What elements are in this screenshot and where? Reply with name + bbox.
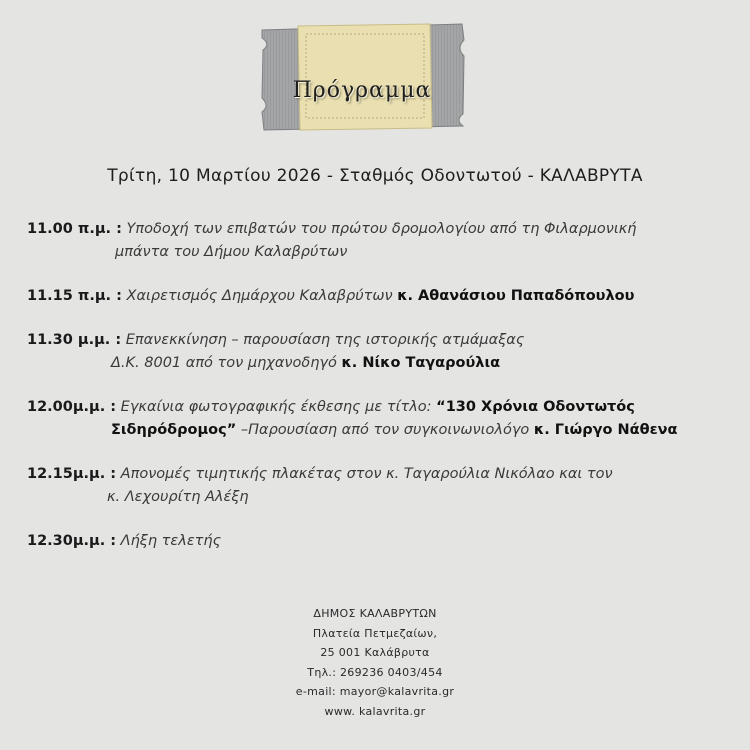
item-time: 11.00 π.μ. : xyxy=(27,221,122,237)
schedule-item xyxy=(27,285,727,308)
item-time: 12.30μ.μ. : xyxy=(27,533,117,549)
footer-city: 25 001 Καλάβρυτα xyxy=(320,646,430,659)
footer-website[interactable]: www. kalavrita.gr xyxy=(324,704,426,718)
schedule-item xyxy=(27,218,727,264)
item-time: 11.15 π.μ. : xyxy=(27,288,122,304)
footer-phone: Τηλ.: 269236 0403/454 xyxy=(307,665,443,679)
item-time: 12.15μ.μ. : xyxy=(27,466,117,482)
item-desc: Υποδοχή των επιβατών του πρώτου δρομολογίου από τη Φιλαρμονική xyxy=(121,221,637,237)
footer-org: ΔΗΜΟΣ ΚΑΛΑΒΡΥΤΩΝ xyxy=(313,607,437,620)
exhibit-title-cont: Σιδηρόδρομος” xyxy=(111,422,237,438)
exhibit-title: “130 Χρόνια Οδοντωτός xyxy=(436,399,635,415)
ticket-shape xyxy=(258,20,466,132)
item-desc: Λήξη τελετής xyxy=(116,533,222,549)
schedule-item xyxy=(27,396,727,442)
schedule-item xyxy=(27,463,727,509)
item-desc: Εγκαίνια φωτογραφικής έκθεσης με τίτλο: xyxy=(116,399,437,415)
item-time: 12.00μ.μ. : xyxy=(27,399,117,415)
item-desc-cont: κ. Λεχουρίτη Αλέξη xyxy=(107,489,249,505)
item-desc-cont: μπάντα του Δήμου Καλαβρύτων xyxy=(115,244,348,260)
program-banner xyxy=(258,20,466,132)
schedule-item xyxy=(27,530,727,553)
item-name: κ. Νίκο Ταγαρούλια xyxy=(341,355,501,371)
item-desc-cont: Δ.Κ. 8001 από τον μηχανοδηγό xyxy=(111,355,342,371)
item-name: κ. Αθανάσιου Παπαδόπουλου xyxy=(397,288,635,304)
footer-email[interactable]: e-mail: mayor@kalavrita.gr xyxy=(295,685,455,698)
item-desc: Χαιρετισμός Δημάρχου Καλαβρύτων xyxy=(121,288,398,304)
item-desc: Επανεκκίνηση – παρουσίαση της ιστορικής ατμάμαξας xyxy=(121,332,525,348)
schedule-item xyxy=(27,329,727,375)
item-time: 11.30 μ.μ. : xyxy=(27,332,122,348)
item-name: κ. Γιώργο Νάθενα xyxy=(533,422,678,438)
contact-footer xyxy=(0,604,750,721)
schedule-list xyxy=(27,218,727,574)
event-line: Τρίτη, 10 Μαρτίου 2026 - Σταθμός Οδοντωτού - ΚΑΛΑΒΡΥΤΑ xyxy=(107,166,643,186)
item-desc-cont: –Παρουσίαση από τον συγκοινωνιολόγο xyxy=(236,422,534,438)
footer-street: Πλατεία Πετμεζαίων, xyxy=(312,626,438,640)
banner-title: Πρόγραμμα xyxy=(292,78,432,103)
item-desc: Απονομές τιμητικής πλακέτας στον κ. Ταγαρούλια Νικόλαο και τον xyxy=(116,466,613,482)
